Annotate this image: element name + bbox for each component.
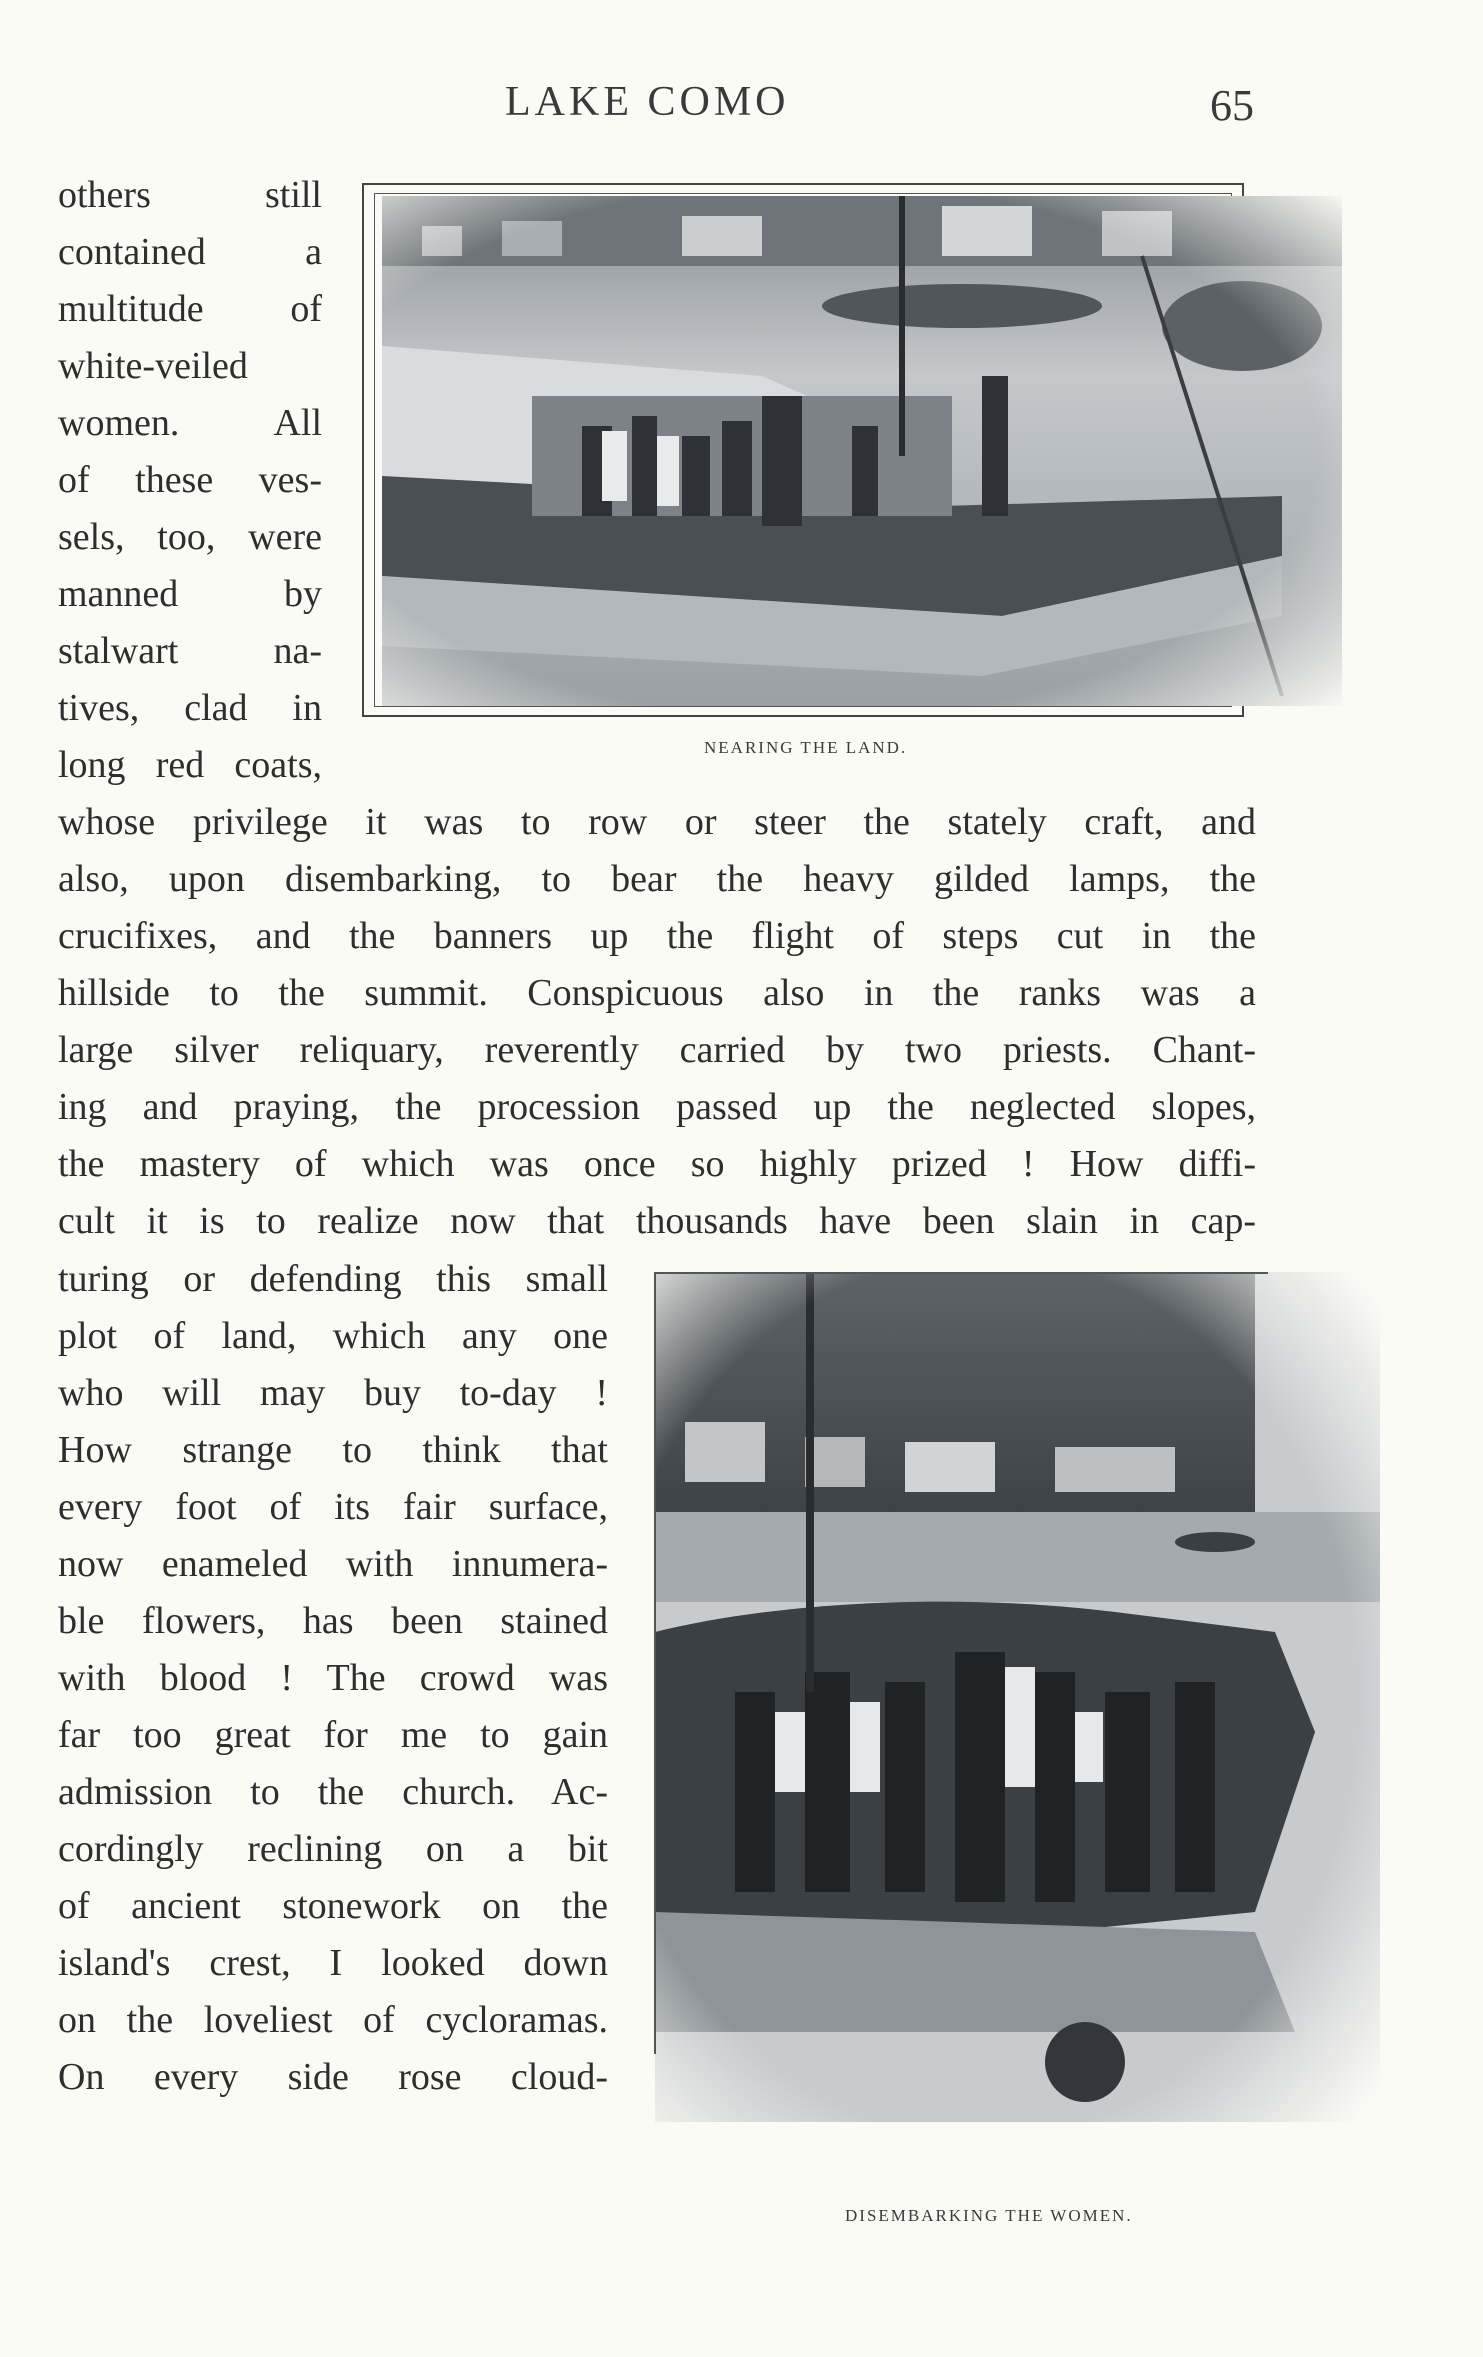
text-line: hillside to the summit. Conspicuous also in the ranks was a — [58, 972, 1256, 1014]
page-number: 65 — [1210, 81, 1254, 130]
text-line: on the loveliest of cycloramas. — [58, 1999, 608, 2041]
text-line: who will may buy to-day ! — [58, 1372, 608, 1414]
text-line: also, upon disembarking, to bear the heavy gilded lamps, the — [58, 858, 1256, 900]
text-line: admission to the church. Ac- — [58, 1771, 608, 1813]
text-line: cult it is to realize now that thousands have been slain in cap- — [58, 1200, 1256, 1242]
text-line: On every side rose cloud- — [58, 2056, 608, 2098]
text-line: every foot of its fair surface, — [58, 1486, 608, 1528]
text-line: with blood ! The crowd was — [58, 1657, 608, 1699]
text-line: ing and praying, the procession passed up the neglected slopes, — [58, 1086, 1256, 1128]
photo-boat-nearing-land — [382, 196, 1342, 706]
text-line: of these ves- — [58, 459, 322, 501]
figure-disembarking-frame-line-left — [654, 1272, 656, 2054]
text-line: cordingly reclining on a bit — [58, 1828, 608, 1870]
text-line: crucifixes, and the banners up the flight of steps cut in the — [58, 915, 1256, 957]
text-line: How strange to think that — [58, 1429, 608, 1471]
text-line: women. All — [58, 402, 322, 444]
text-line: island's crest, I looked down — [58, 1942, 608, 1984]
text-line: tives, clad in — [58, 687, 322, 729]
figure-disembarking-frame-line — [654, 1272, 1268, 1274]
text-line: the mastery of which was once so highly prized ! How diffi- — [58, 1143, 1256, 1185]
text-line: ble flowers, has been stained — [58, 1600, 608, 1642]
text-line: sels, too, were — [58, 516, 322, 558]
text-line: large silver reliquary, reverently carried by two priests. Chant- — [58, 1029, 1256, 1071]
text-line: stalwart na- — [58, 630, 322, 672]
figure-caption-disembarking-the-women: DISEMBARKING THE WOMEN. — [845, 2206, 1133, 2225]
photo-disembarking-women — [655, 1272, 1380, 2122]
text-line: long red coats, — [58, 744, 322, 786]
figure-caption-nearing-the-land: NEARING THE LAND. — [704, 738, 908, 757]
text-line: now enameled with innumera- — [58, 1543, 608, 1585]
running-title: LAKE COMO — [505, 79, 790, 125]
text-line: of ancient stonework on the — [58, 1885, 608, 1927]
text-line: white-veiled — [58, 345, 248, 387]
text-line: far too great for me to gain — [58, 1714, 608, 1756]
text-line: manned by — [58, 573, 322, 615]
text-line: others still — [58, 174, 322, 216]
text-line: contained a — [58, 231, 322, 273]
text-line: plot of land, which any one — [58, 1315, 608, 1357]
text-line: turing or defending this small — [58, 1258, 608, 1300]
text-line: whose privilege it was to row or steer the stately craft, and — [58, 801, 1256, 843]
text-line: multitude of — [58, 288, 322, 330]
